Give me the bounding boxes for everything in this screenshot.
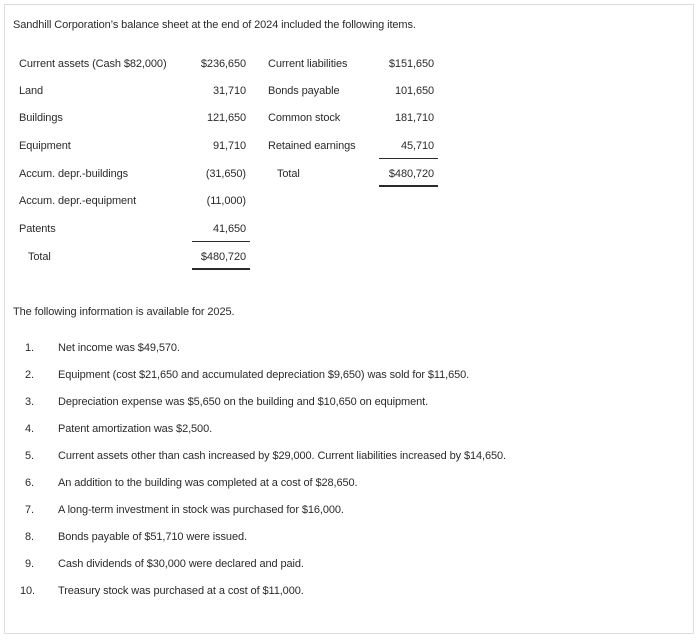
- asset-label-current-assets: Current assets (Cash $82,000): [19, 58, 167, 70]
- list-item-text: Depreciation expense was $5,650 on the building and $10,650 on equipment.: [58, 396, 429, 408]
- list-item-number: 2.: [25, 369, 34, 381]
- asset-label-land: Land: [19, 85, 44, 97]
- asset-amount-accum-depr-buildings: (31,650): [205, 168, 246, 180]
- asset-label-patents: Patents: [19, 223, 56, 235]
- asset-amount-equipment: 91,710: [212, 140, 246, 152]
- liability-amount-retained-earnings: 45,710: [400, 140, 434, 152]
- list-item-text: Cash dividends of $30,000 were declared and paid.: [58, 558, 304, 570]
- asset-amount-patents: 41,650: [212, 223, 246, 235]
- intro-text: Sandhill Corporation’s balance sheet at the end of 2024 included the following items.: [13, 19, 416, 31]
- assets-total-label: Total: [28, 251, 51, 263]
- asset-amount-buildings: 121,650: [206, 112, 246, 124]
- assets-subtotal-rule: [192, 241, 250, 242]
- liabilities-total-label: Total: [277, 168, 300, 180]
- liability-label-current-liabilities: Current liabilities: [268, 58, 348, 70]
- assets-total-double-rule: [192, 268, 250, 270]
- list-item-text: Treasury stock was purchased at a cost of $11,000.: [58, 585, 304, 597]
- list-item-text: Patent amortization was $2,500.: [58, 423, 213, 435]
- list-item-number: 4.: [25, 423, 34, 435]
- liabilities-total-amount: $480,720: [388, 168, 434, 180]
- liability-label-common-stock: Common stock: [268, 112, 341, 124]
- list-item-number: 8.: [25, 531, 34, 543]
- list-item-text: Equipment (cost $21,650 and accumulated depreciation $9,650) was sold for $11,650.: [58, 369, 470, 381]
- liability-amount-common-stock: 181,710: [394, 112, 434, 124]
- liabilities-total-double-rule: [379, 185, 438, 187]
- asset-label-buildings: Buildings: [19, 112, 63, 124]
- list-item-text: Bonds payable of $51,710 were issued.: [58, 531, 247, 543]
- asset-amount-land: 31,710: [212, 85, 246, 97]
- list-item-number: 9.: [25, 558, 34, 570]
- list-item-number: 7.: [25, 504, 34, 516]
- liability-label-retained-earnings: Retained earnings: [268, 140, 356, 152]
- assets-total-amount: $480,720: [200, 251, 246, 263]
- asset-label-equipment: Equipment: [19, 140, 71, 152]
- list-item-text: Net income was $49,570.: [58, 342, 180, 354]
- liability-label-bonds-payable: Bonds payable: [268, 85, 340, 97]
- list-item-text: Current assets other than cash increased by $29,000. Current liabilities increased by $14,650.: [58, 450, 506, 462]
- list-item-text: An addition to the building was completed at a cost of $28,650.: [58, 477, 358, 489]
- list-item-number: 5.: [25, 450, 34, 462]
- liability-amount-current-liabilities: $151,650: [388, 58, 434, 70]
- liabilities-subtotal-rule: [379, 158, 438, 159]
- list-item-number: 1.: [25, 342, 34, 354]
- asset-amount-current-assets: $236,650: [200, 58, 246, 70]
- list-item-number: 3.: [25, 396, 34, 408]
- info-intro-text: The following information is available for 2025.: [13, 306, 235, 318]
- list-item-text: A long-term investment in stock was purchased for $16,000.: [58, 504, 344, 516]
- asset-label-accum-depr-buildings: Accum. depr.-buildings: [19, 168, 129, 180]
- list-item-number: 10.: [20, 585, 35, 597]
- list-item-number: 6.: [25, 477, 34, 489]
- liability-amount-bonds-payable: 101,650: [394, 85, 434, 97]
- asset-label-accum-depr-equipment: Accum. depr.-equipment: [19, 195, 137, 207]
- asset-amount-accum-depr-equipment: (11,000): [206, 195, 246, 207]
